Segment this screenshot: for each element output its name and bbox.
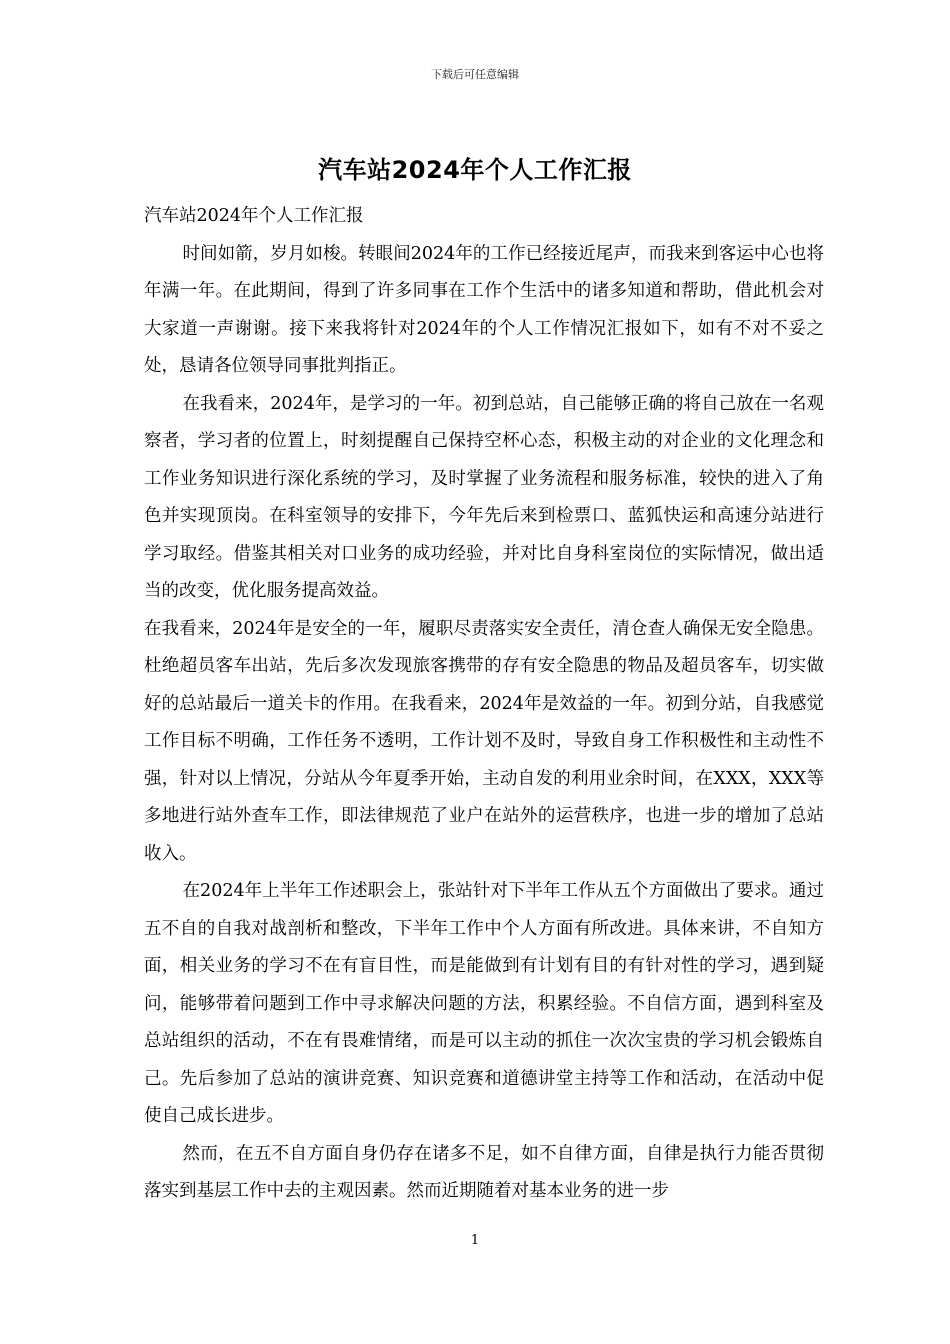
paragraph-1: 时间如箭，岁月如梭。转眼间2024年的工作已经接近尾声，而我来到客运中心也将年满一年。在此期间，得到了许多同事在工作个生活中的诸多知道和帮助，借此机会对大家道一声谢谢。接下来我将针对2024年的个人工作情况汇报如下，如有不对不妥之处，恳请各位领导同事批判指正。 [144, 243, 824, 376]
paragraph-4: 在2024年上半年工作述职会上，张站针对下半年工作从五个方面做出了要求。通过五不自的自我对战剖析和整改，下半年工作中个人方面有所改进。具体来讲，不自知方面，相关业务的学习不在有盲目性，而是能做到有计划有目的有针对性的学习，遇到疑问，能够带着问题到工作中寻求解决问题的方法，积累经验。不自信方面，遇到科室及总站组织的活动，不在有畏难情绪，而是可以主动的抓住一次次宝贵的学习机会锻炼自己。先后参加了总站的演讲竞赛、知识竞赛和道德讲堂主持等工作和活动，在活动中促使自己成长进步。 [144, 881, 824, 1126]
page-number: 1 [470, 1233, 480, 1248]
document-title: 汽车站2024年个人工作汇报 [318, 156, 632, 184]
paragraph-5: 然而，在五不自方面自身仍存在诸多不足，如不自律方面，自律是执行力能否贯彻落实到基层工作中去的主观因素。然而近期随着对基本业务的进一步 [144, 1143, 824, 1201]
paragraph-3: 在我看来，2024年是安全的一年，履职尽责落实安全责任，清仓查人确保无安全隐患。杜绝超员客车出站，先后多次发现旅客携带的存有安全隐患的物品及超员客车，切实做好的总站最后一道关卡的作用。在我看来，2024年是效益的一年。初到分站，自我感觉工作目标不明确，工作任务不透明，工作计划不及时，导致自身工作积极性和主动性不强，针对以上情况，分站从今年夏季开始，主动自发的利用业余时间，在XXX，XXX等多地进行站外查车工作，即法律规范了业户在站外的运营秩序，也进一步的增加了总站收入。 [144, 618, 824, 864]
header-note: 下载后可任意编辑 [431, 68, 519, 81]
subtitle-line: 汽车站2024年个人工作汇报 [144, 206, 364, 226]
document-body [144, 198, 824, 1211]
paragraph-2: 在我看来，2024年，是学习的一年。初到总站，自己能够正确的将自己放在一名观察者，学习者的位置上，时刻提醒自己保持空杯心态，积极主动的对企业的文化理念和工作业务知识进行深化系统的学习，及时掌握了业务流程和服务标准，较快的进入了角色并实现顶岗。在科室领导的安排下，今年先后来到检票口、蓝狐快运和高速分站进行学习取经。借鉴其相关对口业务的成功经验，并对比自身科室岗位的实际情况，做出适当的改变，优化服务提高效益。 [144, 393, 824, 601]
